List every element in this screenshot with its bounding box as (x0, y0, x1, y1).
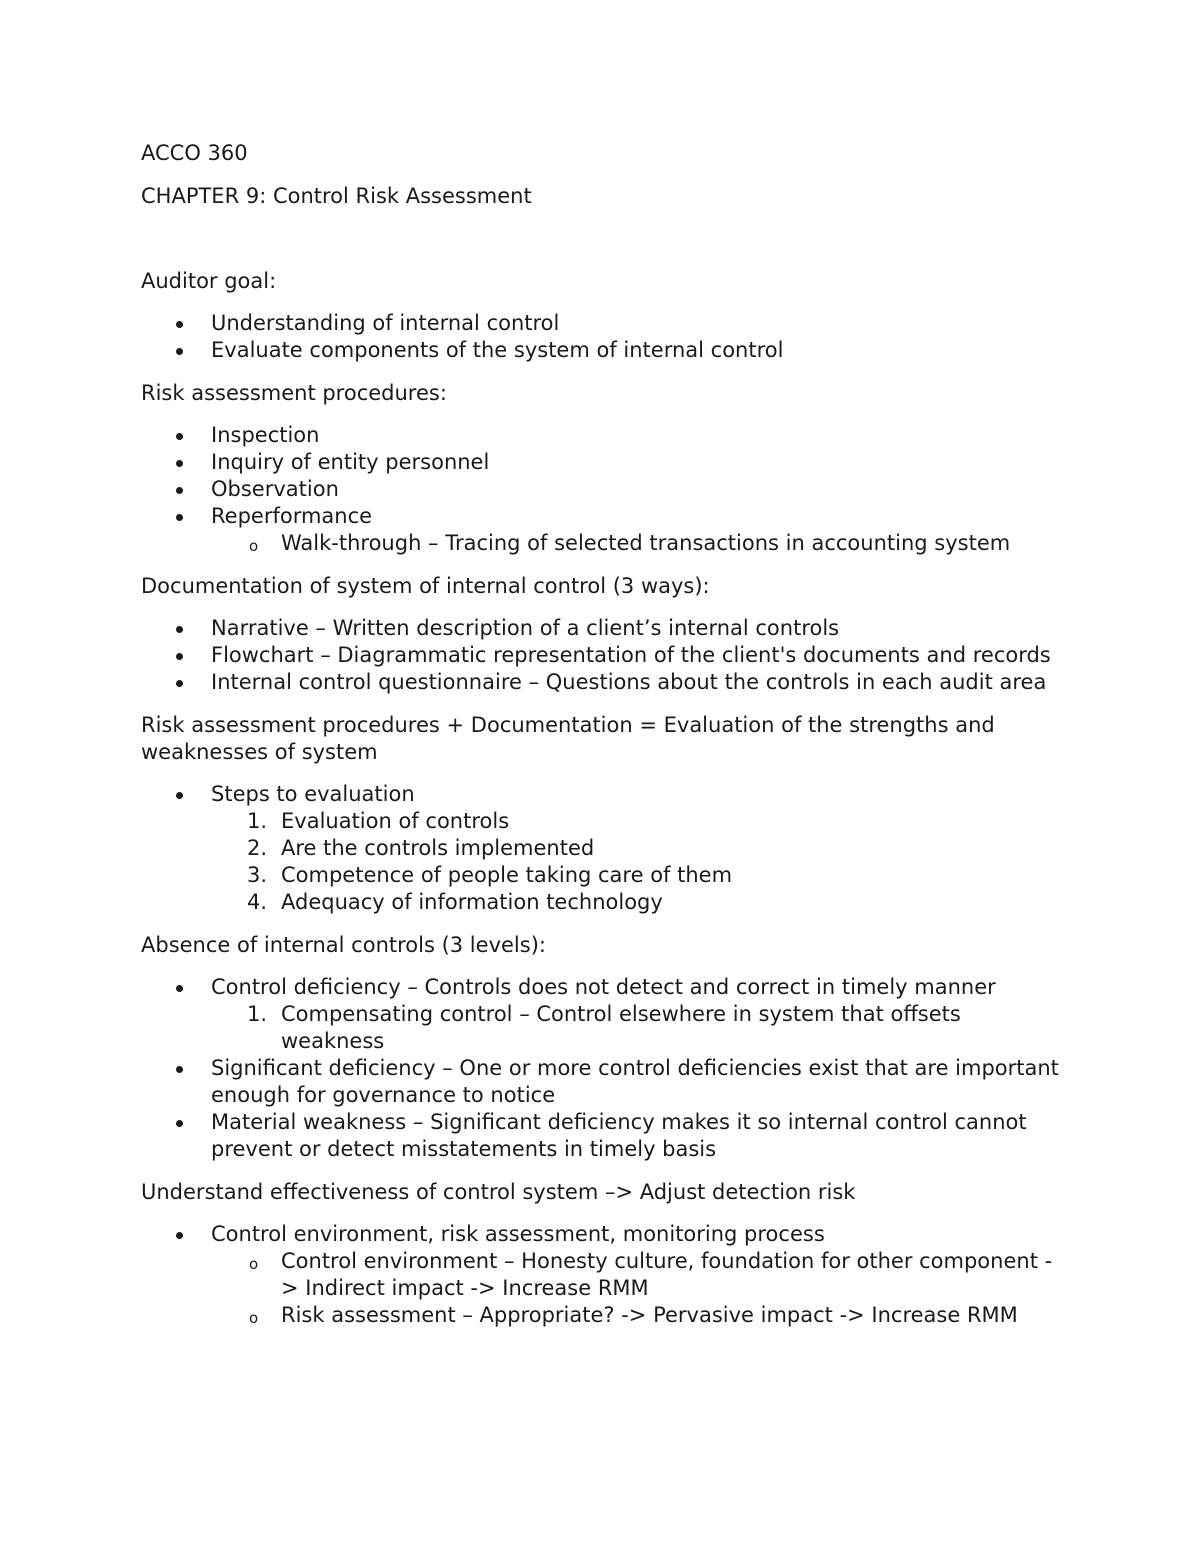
bullet-icon (176, 460, 183, 467)
sub-list-item: o Walk-through – Tracing of selected transactions in accounting system (211, 530, 1061, 557)
circle-bullet-icon: o (249, 1255, 259, 1273)
sub-list-item: o Risk assessment – Appropriate? -> Pervasive impact -> Increase RMM (211, 1302, 1061, 1329)
bullet-icon (176, 680, 183, 687)
list-item: Observation (141, 476, 1061, 503)
risk-procedures-list (141, 422, 1061, 557)
section-heading-absence: Absence of internal controls (3 levels): (141, 933, 546, 957)
list-item: Significant deficiency – One or more control deficiencies exist that are important enough for governance to notice (141, 1055, 1061, 1109)
documentation-list (141, 615, 1061, 696)
list-item: Control environment, risk assessment, monitoring process o Control environment – Honesty culture, foundation for other component -> Indirect impact -> Increase RMM o Risk assessment – Appropriate? -> Pervasive impact -> Increase RMM (141, 1221, 1061, 1329)
numbered-item: 4. Adequacy of information technology (247, 890, 663, 914)
sub-list-item: o Control environment – Honesty culture, foundation for other component -> Indirect impact -> Increase RMM (249, 1249, 1053, 1300)
list-item: Understanding of internal control (141, 310, 1061, 337)
document-page (141, 140, 1061, 1345)
circle-bullet-icon: o (249, 537, 259, 555)
steps-list (211, 808, 1061, 916)
section-heading-risk-procedures: Risk assessment procedures: (141, 381, 447, 405)
section-heading-effectiveness: Understand effectiveness of control system –> Adjust detection risk (141, 1180, 856, 1204)
numbered-item: 2. Are the controls implemented (247, 836, 595, 860)
list-item: Control deficiency – Controls does not detect and correct in timely manner 1. Compensating control – Control elsewhere in system that offsets weakness (141, 974, 1061, 1055)
absence-list (141, 974, 1061, 1163)
bullet-icon (176, 653, 183, 660)
list-item: Material weakness – Significant deficiency makes it so internal control cannot prevent or detect misstatements in timely basis (141, 1109, 1061, 1163)
bullet-icon (176, 985, 183, 992)
course-title: ACCO 360 (141, 141, 248, 165)
list-item: Inspection (141, 422, 1061, 449)
numbered-item: 1. Evaluation of controls (247, 809, 510, 833)
evaluation-list (141, 781, 1061, 916)
bullet-icon (176, 1232, 183, 1239)
circle-bullet-icon: o (249, 1309, 259, 1327)
bullet-icon (176, 626, 183, 633)
bullet-icon (176, 1066, 183, 1073)
list-item: Steps to evaluation 1. Evaluation of controls 2. Are the controls implemented 3. Competence of people taking care of them 4. Adequacy of information technology (141, 781, 1061, 916)
bullet-icon (176, 1120, 183, 1127)
list-item: Narrative – Written description of a client’s internal controls (141, 615, 1061, 642)
bullet-icon (176, 433, 183, 440)
list-item: Inquiry of entity personnel (141, 449, 1061, 476)
chapter-title: CHAPTER 9: Control Risk Assessment (141, 184, 532, 208)
bullet-icon (176, 321, 183, 328)
section-heading-auditor-goal: Auditor goal: (141, 269, 277, 293)
numbered-item: 3. Competence of people taking care of them (247, 863, 733, 887)
bullet-icon (176, 348, 183, 355)
sub-list (211, 530, 1061, 557)
list-item: Flowchart – Diagrammatic representation of the client's documents and records (141, 642, 1061, 669)
numbered-item: 1. Compensating control – Control elsewhere in system that offsets weakness (247, 1002, 961, 1053)
section-heading-documentation: Documentation of system of internal control (3 ways): (141, 574, 710, 598)
bullet-icon (176, 514, 183, 521)
bullet-icon (176, 487, 183, 494)
sub-numbered-list (211, 1001, 1061, 1055)
list-item: Reperformance o Walk-through – Tracing of selected transactions in accounting system (141, 503, 1061, 557)
list-item: Internal control questionnaire – Questions about the controls in each audit area (141, 669, 1061, 696)
list-item: Evaluate components of the system of internal control (141, 337, 1061, 364)
bullet-icon (176, 792, 183, 799)
auditor-goal-list (141, 310, 1061, 364)
effectiveness-list (141, 1221, 1061, 1329)
section-heading-evaluation: Risk assessment procedures + Documentation = Evaluation of the strengths and weaknesses of system (141, 713, 995, 764)
sub-list (211, 1248, 1061, 1329)
